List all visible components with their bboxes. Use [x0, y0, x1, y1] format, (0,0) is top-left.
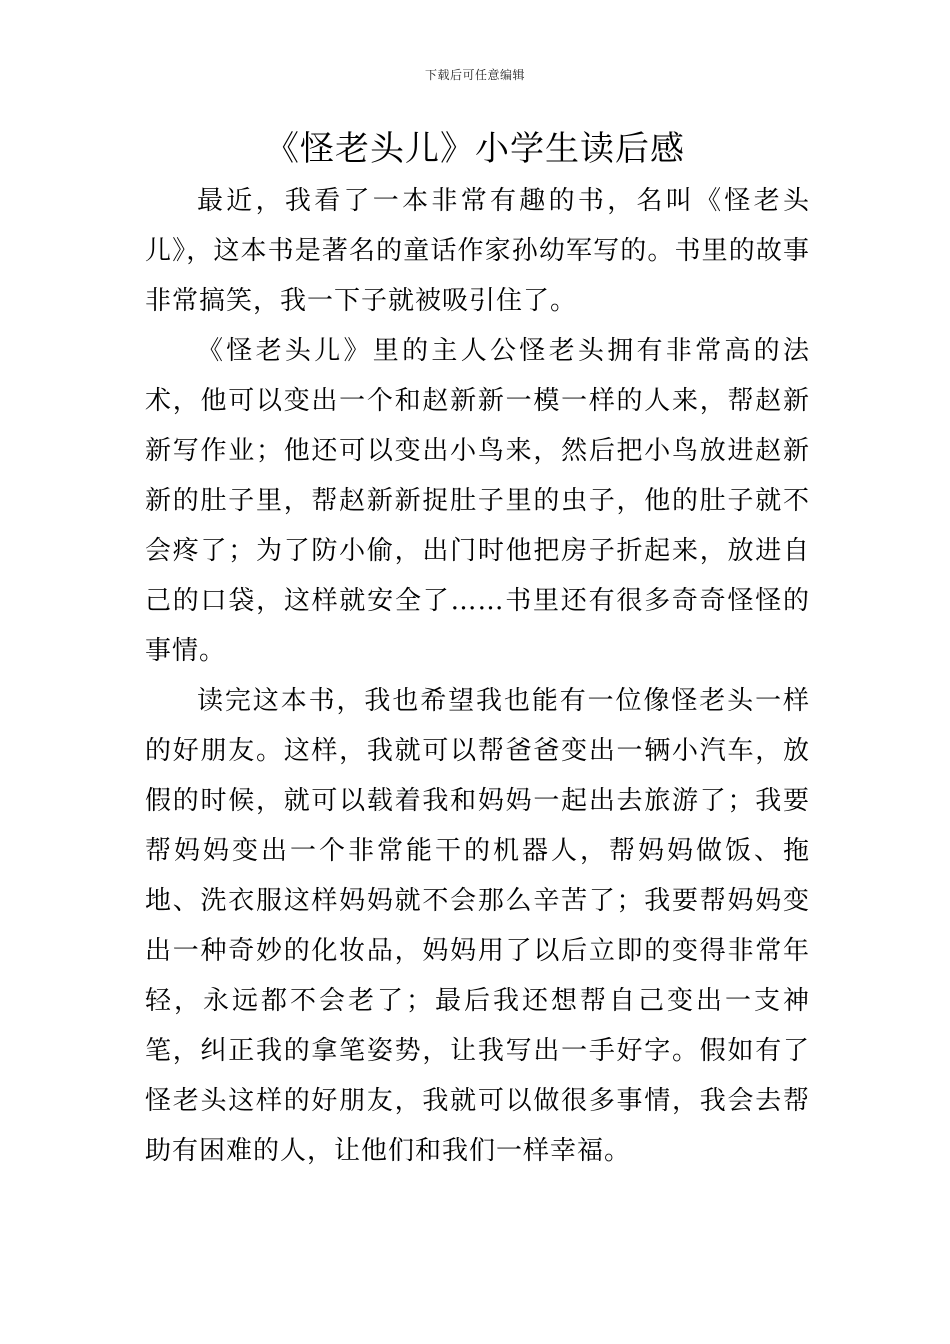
document-body	[145, 176, 810, 1176]
paragraph-1: 最近，我看了一本非常有趣的书，名叫《怪老头儿》，这本书是著名的童话作家孙幼军写的。书里的故事非常搞笑，我一下子就被吸引住了。	[145, 186, 810, 316]
header-note: 下载后可任意编辑	[424, 68, 525, 82]
paragraph-2: 《怪老头儿》里的主人公怪老头拥有非常高的法术，他可以变出一个和赵新新一模一样的人来，帮赵新新写作业；他还可以变出小鸟来，然后把小鸟放进赵新新的肚子里，帮赵新新捉肚子里的虫子，他的肚子就不会疼了；为了防小偷，出门时他把房子折起来，放进自己的口袋，这样就安全了……书里还有很多奇奇怪怪的事情。	[145, 336, 810, 666]
page-title: 《怪老头儿》小学生读后感	[265, 129, 685, 169]
paragraph-3: 读完这本书，我也希望我也能有一位像怪老头一样的好朋友。这样，我就可以帮爸爸变出一辆小汽车，放假的时候，就可以载着我和妈妈一起出去旅游了；我要帮妈妈变出一个非常能干的机器人，帮妈妈做饭、拖地、洗衣服这样妈妈就不会那么辛苦了；我要帮妈妈变出一种奇妙的化妆品，妈妈用了以后立即的变得非常年轻，永远都不会老了；最后我还想帮自己变出一支神笔，纠正我的拿笔姿势，让我写出一手好字。假如有了怪老头这样的好朋友，我就可以做很多事情，我会去帮助有困难的人，让他们和我们一样幸福。	[145, 686, 810, 1166]
